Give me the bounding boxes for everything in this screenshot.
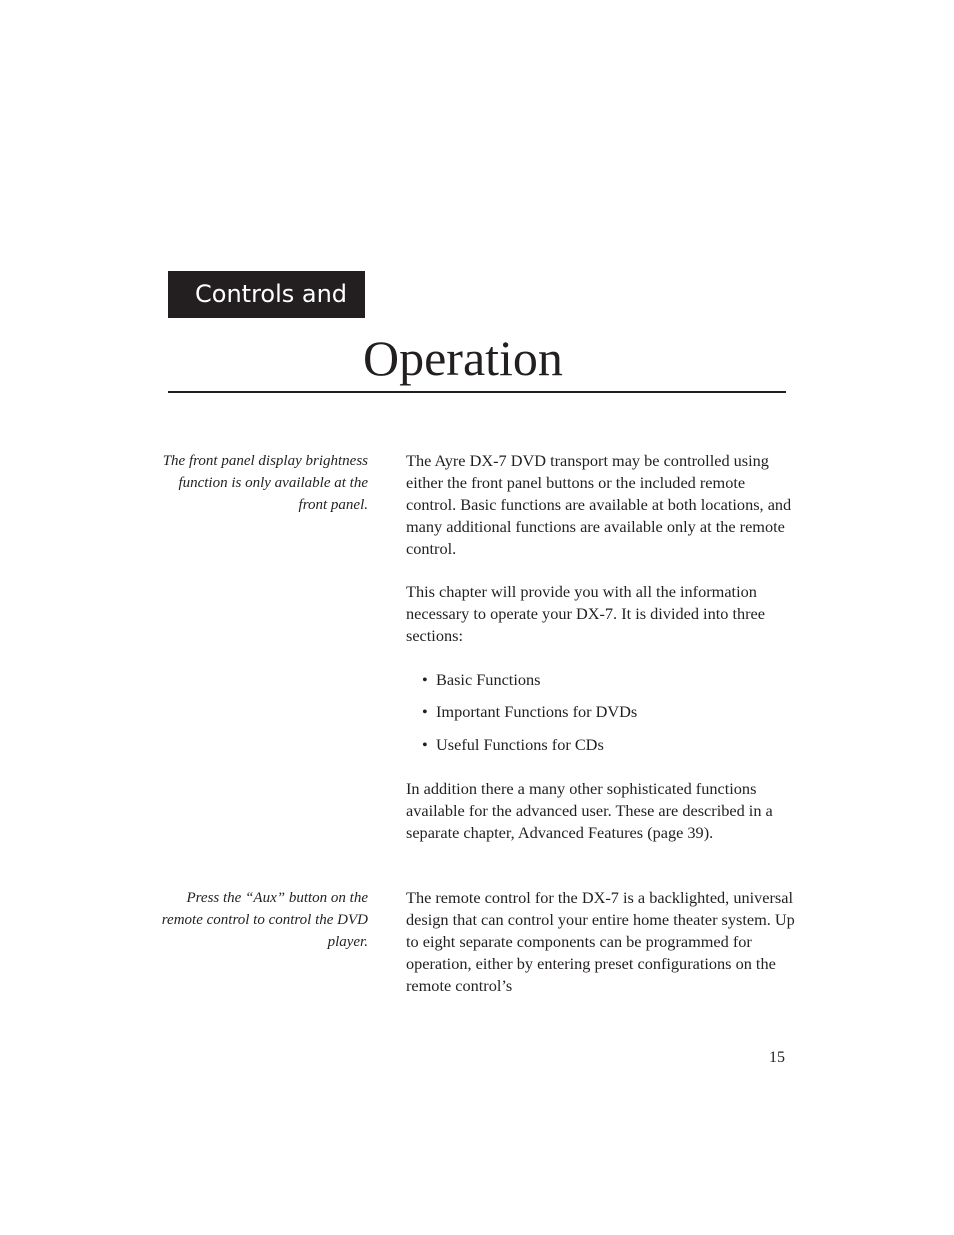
- list-item: [422, 734, 604, 756]
- body-paragraph-advanced: In addition there a many other sophisticated functions available for the advanced user. These are described in a separate chapter, Advanced Features (page 39).: [406, 779, 773, 842]
- chapter-tab: [168, 271, 365, 318]
- list-item-label: Important Functions for DVDs: [436, 702, 638, 721]
- bullet-icon: •: [422, 702, 428, 721]
- body-paragraph-intro: The Ayre DX-7 DVD transport may be controlled using either the front panel buttons or the included remote control. Basic functions are available at both locations, and many additional functions are available only at the remote control.: [406, 451, 792, 558]
- chapter-tab-label: Controls and: [195, 280, 348, 308]
- bullet-icon: •: [422, 670, 428, 689]
- page-number: 15: [769, 1049, 785, 1066]
- title-rule: [168, 391, 786, 393]
- body-paragraph-sections: This chapter will provide you with all the information necessary to operate your DX-7. It is divided into three sections:: [406, 582, 765, 645]
- list-item: [422, 669, 540, 691]
- list-item-label: Basic Functions: [436, 670, 541, 689]
- chapter-title: Operation: [363, 330, 563, 386]
- bullet-icon: •: [422, 735, 428, 754]
- margin-note-brightness: The front panel display brightness function is only available at the front panel.: [162, 453, 368, 513]
- body-paragraph-remote: The remote control for the DX-7 is a backlighted, universal design that can control your entire home theater system. Up to eight separate components can be programmed for operation, either by entering preset configurations on the remote control’s: [406, 888, 795, 995]
- margin-note-aux-button: Press the “Aux” button on the remote control to control the DVD player.: [161, 890, 368, 950]
- list-item: [422, 701, 637, 723]
- list-item-label: Useful Functions for CDs: [436, 735, 604, 754]
